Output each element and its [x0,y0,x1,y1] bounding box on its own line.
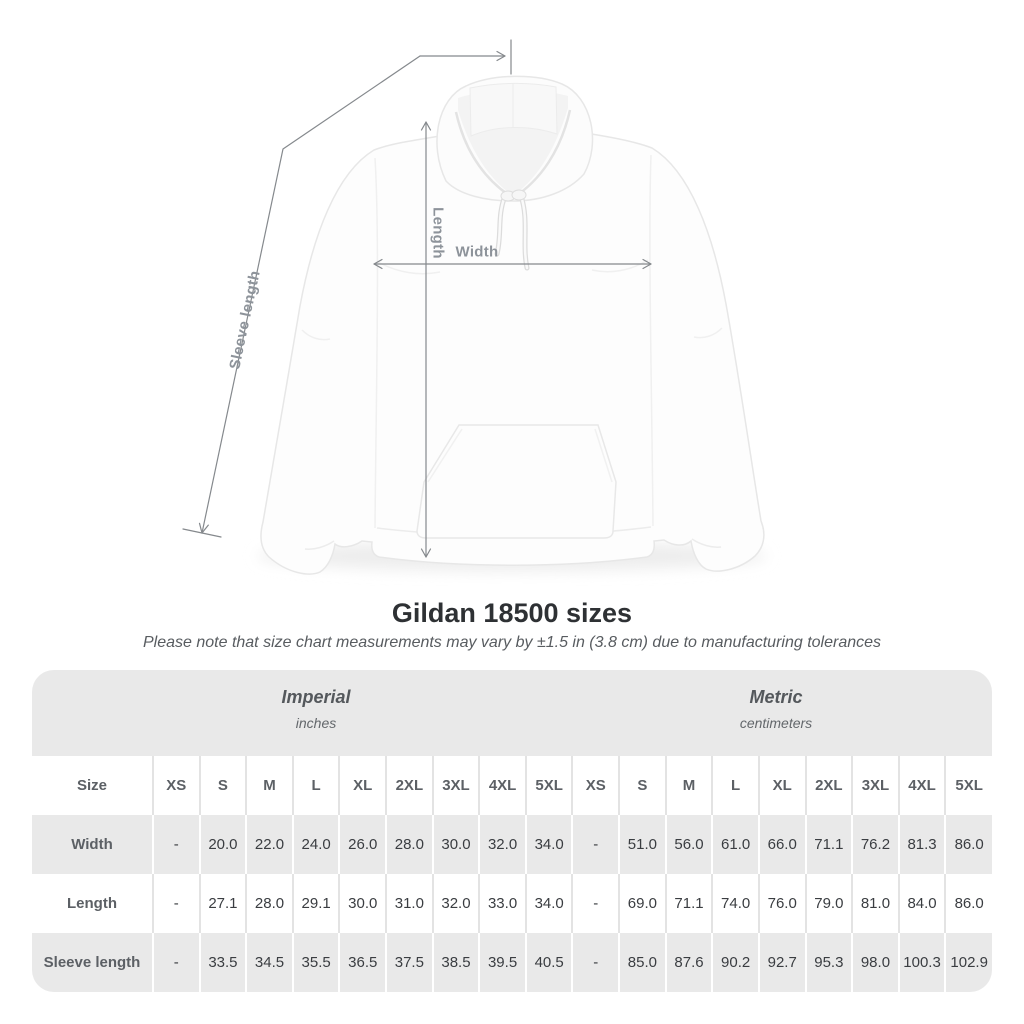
value-cell: - [153,933,200,992]
value-cell: 85.0 [619,933,666,992]
size-header: 5XL [945,756,992,815]
value-cell: 20.0 [200,815,247,874]
size-header: XS [572,756,619,815]
imperial-label: Imperial [281,687,351,707]
drawstring-knot [512,190,526,200]
size-header: 5XL [526,756,573,815]
value-cell: 34.5 [246,933,293,992]
sleeve-length-label: Sleeve length [226,269,264,371]
value-cell: 24.0 [293,815,340,874]
size-header: M [666,756,713,815]
value-cell: 31.0 [386,874,433,933]
value-cell: 76.0 [759,874,806,933]
value-cell: 36.5 [339,933,386,992]
value-cell: 100.3 [899,933,946,992]
unit-header-band [32,670,992,756]
tolerance-note: Please note that size chart measurements may vary by ±1.5 in (3.8 cm) due to manufacturing tolerances [142,634,882,651]
value-cell: 33.5 [200,933,247,992]
size-header-row [32,756,992,815]
page-title: Gildan 18500 sizes [391,598,633,628]
row-label: Length [67,895,117,912]
value-cell: 56.0 [666,815,713,874]
metric-label: Metric [749,687,803,707]
value-cell: 34.0 [526,874,573,933]
value-cell: - [572,933,619,992]
value-cell: 74.0 [712,874,759,933]
imperial-group-header [156,687,476,731]
value-cell: - [572,815,619,874]
size-header: 2XL [806,756,853,815]
value-cell: 26.0 [339,815,386,874]
value-cell: 86.0 [945,874,992,933]
value-cell: 34.0 [526,815,573,874]
value-cell: 40.5 [526,933,573,992]
value-cell: 38.5 [433,933,480,992]
width-label: Width [455,243,499,261]
value-cell: 69.0 [619,874,666,933]
value-cell: 39.5 [479,933,526,992]
value-cell: 22.0 [246,815,293,874]
size-header: XS [153,756,200,815]
value-cell: 51.0 [619,815,666,874]
value-cell: 61.0 [712,815,759,874]
value-cell: 86.0 [945,815,992,874]
row-label: Width [71,836,113,853]
value-cell: 30.0 [433,815,480,874]
value-cell: 92.7 [759,933,806,992]
size-header: 3XL [852,756,899,815]
value-cell: 87.6 [666,933,713,992]
value-cell: 79.0 [806,874,853,933]
value-cell: 95.3 [806,933,853,992]
value-cell: 66.0 [759,815,806,874]
value-cell: 32.0 [433,874,480,933]
value-cell: 102.9 [945,933,992,992]
value-cell: 28.0 [246,874,293,933]
value-cell: 81.3 [899,815,946,874]
width-row [32,815,992,874]
length-label: Length [429,207,447,259]
size-header: M [246,756,293,815]
size-header: 4XL [899,756,946,815]
value-cell: 30.0 [339,874,386,933]
value-cell: - [153,815,200,874]
value-cell: 29.1 [293,874,340,933]
size-header: XL [339,756,386,815]
size-header: S [619,756,666,815]
measurements-table [32,756,992,992]
sleeve-length-row [32,933,992,992]
size-header: XL [759,756,806,815]
size-column-header: Size [76,777,107,794]
value-cell: 71.1 [666,874,713,933]
value-cell: 90.2 [712,933,759,992]
size-header: 4XL [479,756,526,815]
value-cell: 32.0 [479,815,526,874]
size-table [32,670,992,992]
value-cell: 98.0 [852,933,899,992]
size-header: 2XL [386,756,433,815]
value-cell: 71.1 [806,815,853,874]
size-header: 3XL [433,756,480,815]
row-label: Sleeve length [43,954,141,971]
metric-group-header [616,687,936,731]
value-cell: 76.2 [852,815,899,874]
value-cell: - [153,874,200,933]
length-row [32,874,992,933]
value-cell: 35.5 [293,933,340,992]
value-cell: 27.1 [200,874,247,933]
value-cell: 33.0 [479,874,526,933]
value-cell: 84.0 [899,874,946,933]
size-header: L [293,756,340,815]
value-cell: - [572,874,619,933]
imperial-unit-label: inches [295,715,337,731]
metric-unit-label: centimeters [739,715,813,731]
size-header: S [200,756,247,815]
value-cell: 81.0 [852,874,899,933]
size-header: L [712,756,759,815]
value-cell: 28.0 [386,815,433,874]
value-cell: 37.5 [386,933,433,992]
